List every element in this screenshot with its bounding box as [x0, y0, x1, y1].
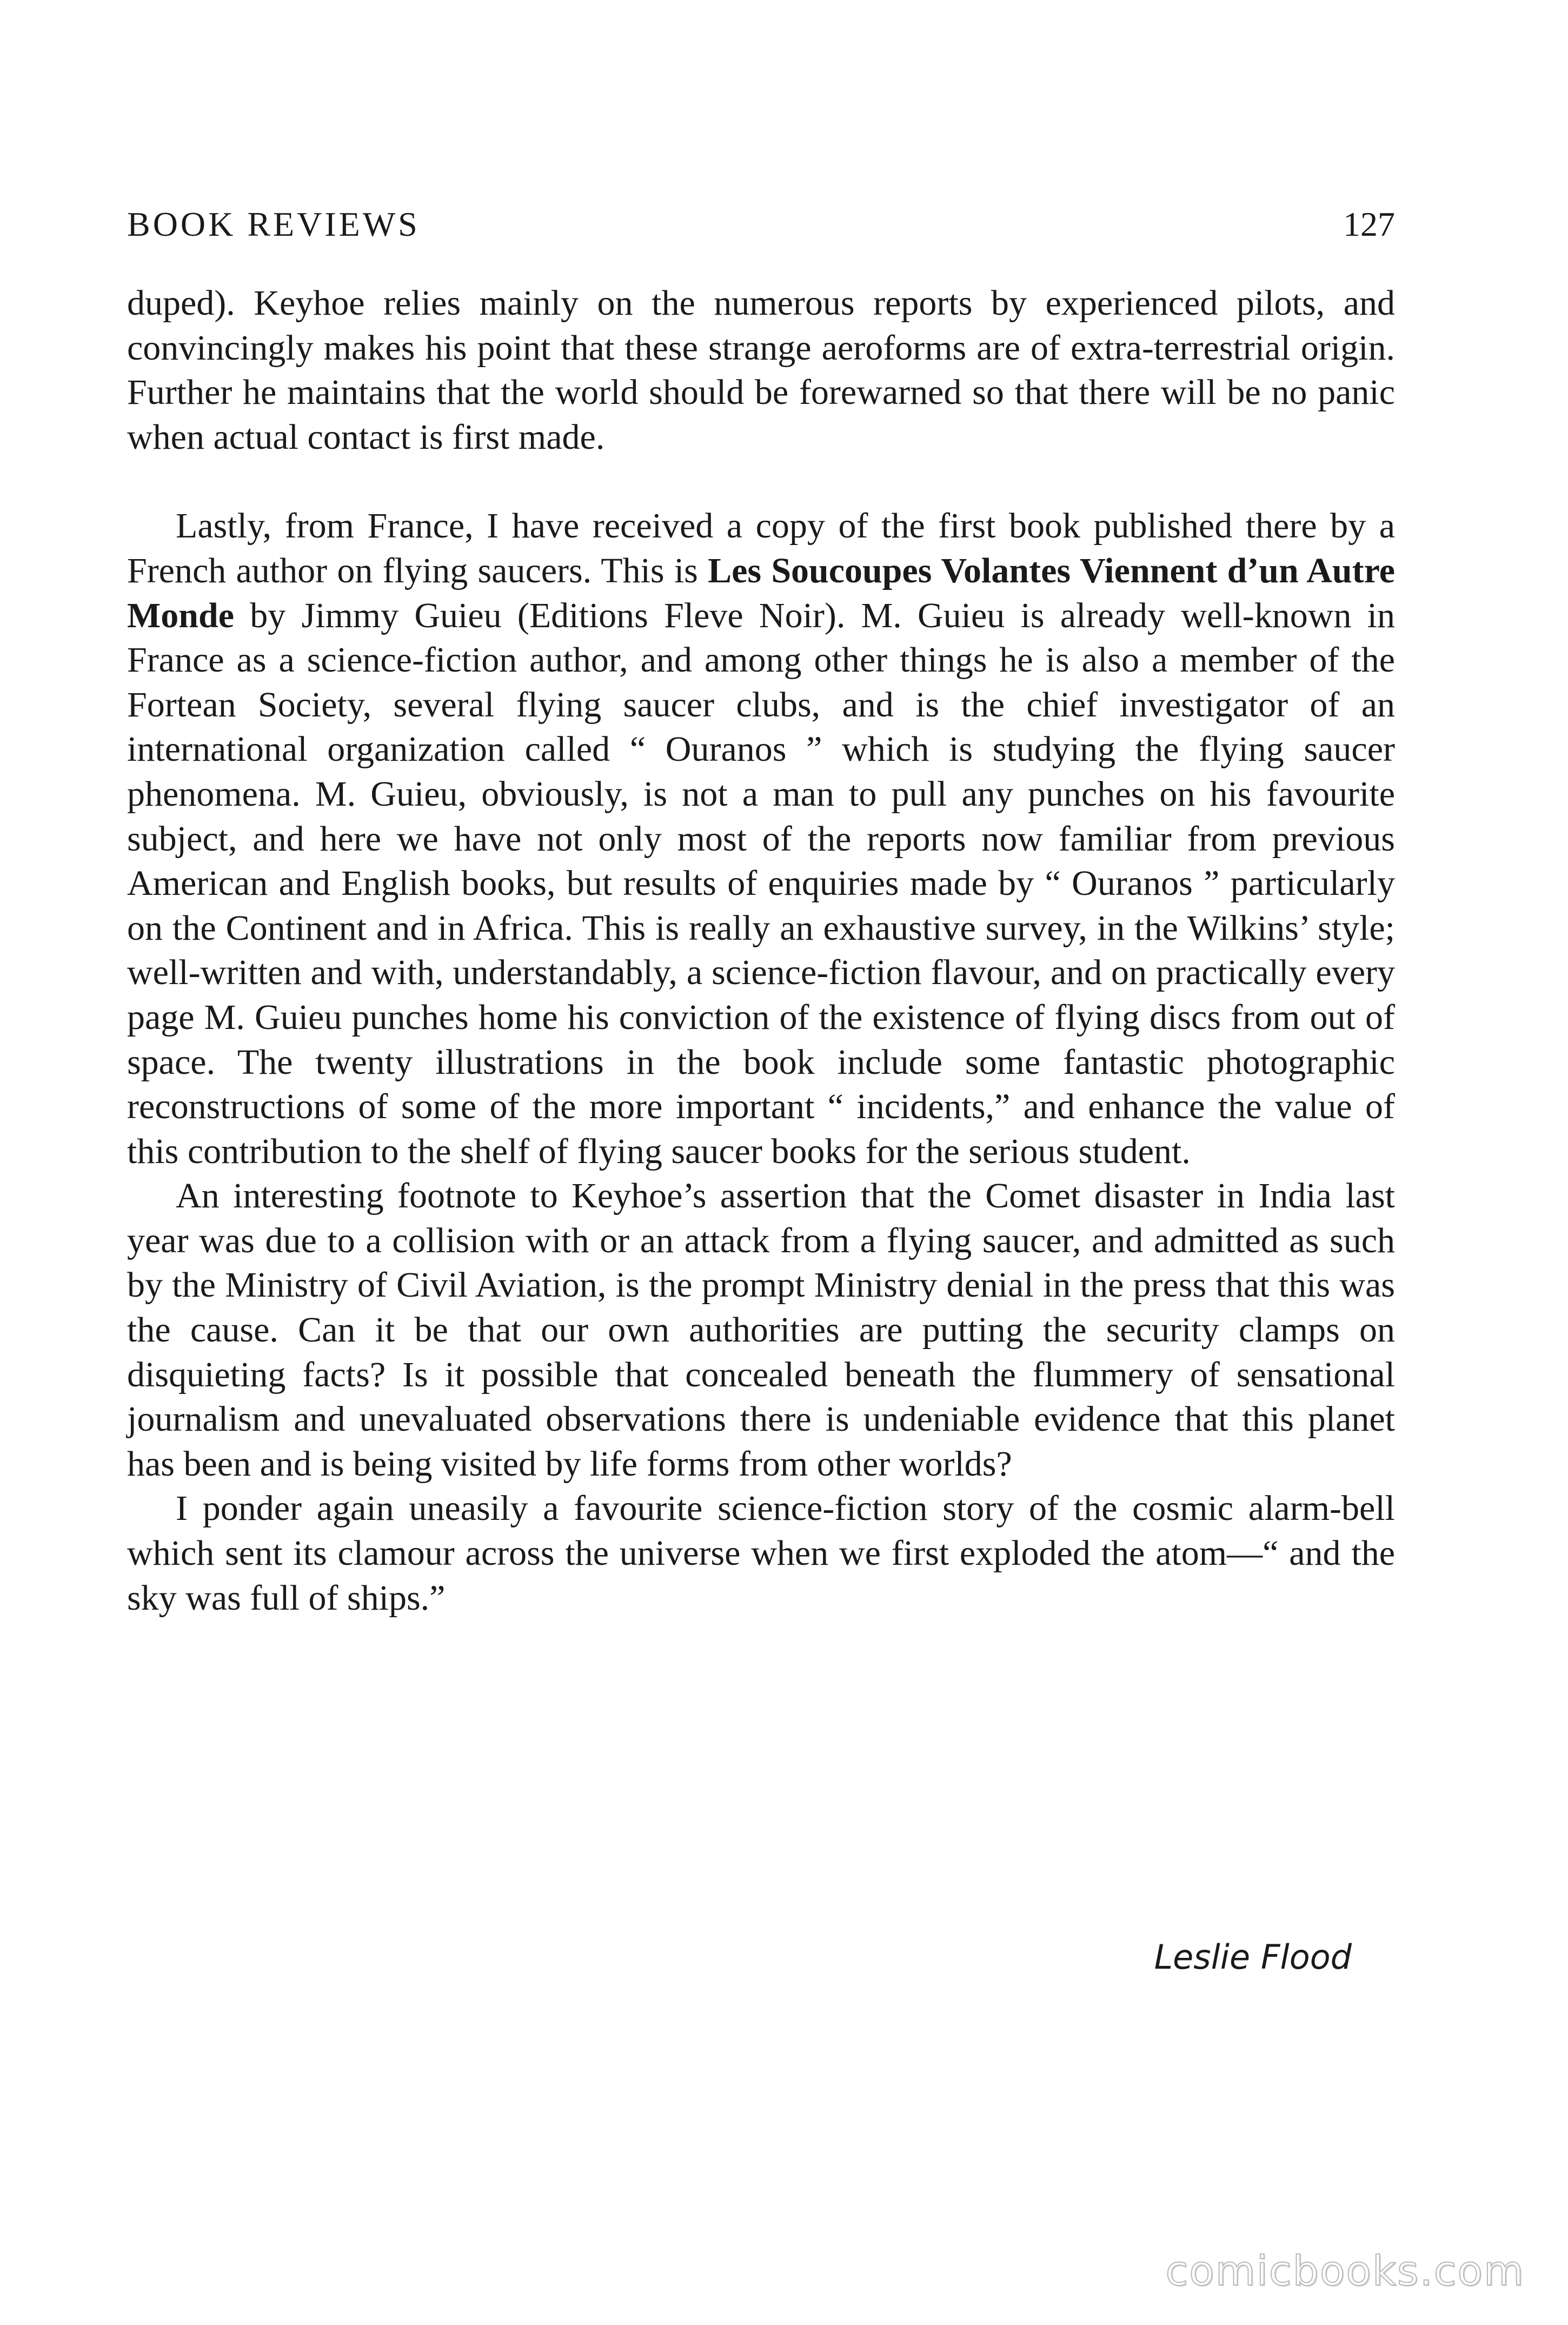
reviewer-signature: Leslie Flood [1154, 1937, 1352, 1977]
review-body [127, 281, 1395, 1620]
paragraph-guieu-review [127, 504, 1395, 1174]
running-title: BOOK REVIEWS [127, 205, 420, 243]
running-head [127, 200, 1395, 249]
book-title: Les Soucoupes Volantes Viennent d’un Autre Monde [127, 550, 1395, 635]
page-number: 127 [1343, 205, 1395, 243]
paragraph-guieu-text: by Jimmy Guieu (Editions Fleve Noir). M. Guieu is already well-known in France as a science-fiction author, and among other things he is also a member of the Fortean Society, several flying saucer clubs, and is the chief investigator of an international organization called “ Ouranos ” which is studying the flying saucer phenomena. M. Guieu, obviously, is not a man to pull any punches on his favourite subject, and here we have not only most of the reports now familiar from previous American and English books, but results of enquiries made by “ Ouranos ” particularly on the Continent and in Africa. This is really an exhaustive survey, in the Wilkins’ style; well-written and with, understandably, a science-fiction flavour, and on practically every page M. Guieu punches home his conviction of the existence of flying discs from out of space. The twenty illustrations in the book include some fantastic photographic reconstructions of some of the more important “ incidents,” and enhance the value of this contribution to the shelf of flying saucer books for the serious student. [127, 595, 1395, 1171]
paragraph-comet-footnote: An interesting footnote to Keyhoe’s assertion that the Comet disaster in India last year was due to a collision with or an attack from a flying saucer, and admitted as such by the Ministry of Civil Aviation, is the prompt Ministry denial in the press that this was the cause. Can it be that our own authorities are putting the security clamps on disquieting facts? Is it possible that concealed beneath the flummery of sensational journalism and unevaluated observations there is undeniable evidence that this planet has been and is being visited by life forms from other worlds? [127, 1176, 1395, 1484]
paragraph-closing: I ponder again uneasily a favourite science-fiction story of the cosmic alarm-bell which sent its clamour across the universe when we first exploded the atom—“ and the sky was full of ships.” [127, 1489, 1395, 1618]
paragraph-guieu-intro: Lastly, from France, I have received a copy of the first book published there by a French author on flying saucers. This is [127, 506, 1395, 590]
watermark: comicbooks.com [1165, 2247, 1525, 2295]
paragraph-keyhoe-continuation: duped). Keyhoe relies mainly on the numerous reports by experienced pilots, and convincingly makes his point that these strange aeroforms are of extra-terrestrial origin. Further he maintains that the world should be forewarned so that there will be no panic when actual contact is first made. [127, 283, 1395, 457]
